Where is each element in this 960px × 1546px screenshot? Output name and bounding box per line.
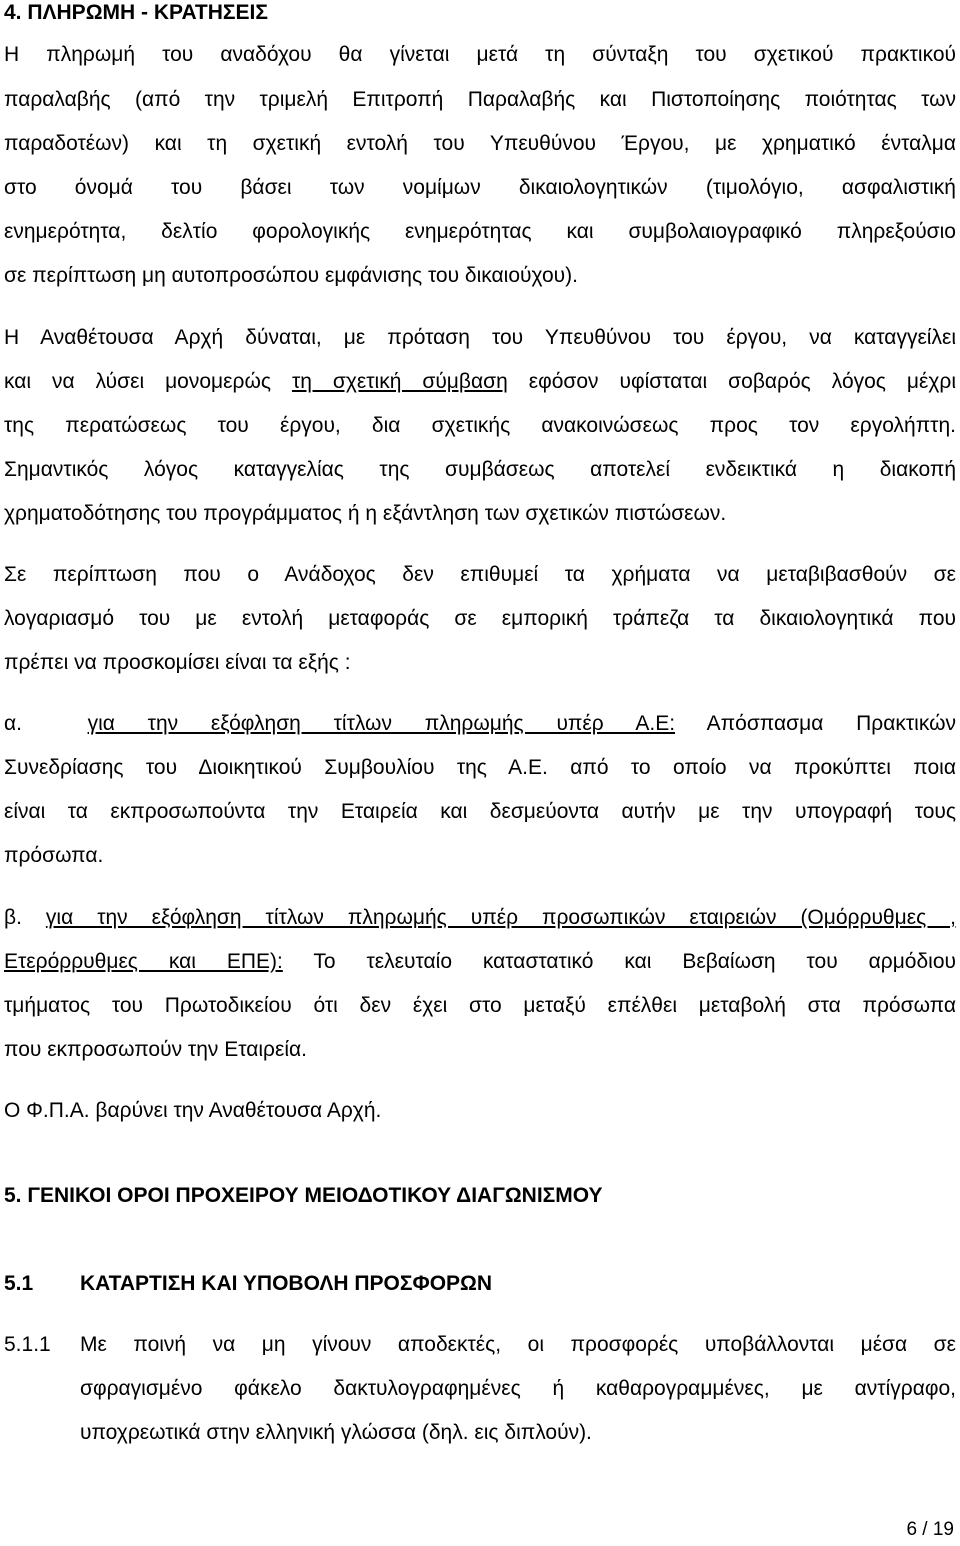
vat-line: Ο Φ.Π.Α. βαρύνει την Αναθέτουσα Αρχή. bbox=[4, 1099, 382, 1122]
item-a-line-3: είναι τα εκπροσωπούντα την Εταιρεία και δεσμεύοντα αυτήν με την υπογραφή τους bbox=[4, 800, 956, 823]
subsection-title: ΚΑΤΑΡΤΙΣΗ ΚΑΙ ΥΠΟΒΟΛΗ ΠΡΟΣΦΟΡΩΝ bbox=[80, 1272, 493, 1295]
p2-line-1: Η Αναθέτουσα Αρχή δύναται, με πρόταση του Υπευθύνου του έργου, να καταγγείλει bbox=[4, 326, 956, 349]
item-b-line-3: τμήματος του Πρωτοδικείου ότι δεν έχει στο μεταξύ επέλθει μεταβολή στα πρόσωπα bbox=[4, 994, 956, 1017]
p1-line-4: στο όνομά του βάσει των νομίμων δικαιολογητικών (τιμολόγιο, ασφαλιστική bbox=[4, 176, 956, 199]
p2-line-2: και να λύσει μονομερώς τη σχετική σύμβαση εφόσον υφίσταται σοβαρός λόγος μέχρι bbox=[4, 370, 956, 393]
item-b-underlined-1: για την εξόφληση τίτλων πληρωμής υπέρ προσωπικών εταιρειών (Ομόρρυθμες , bbox=[45, 906, 956, 929]
item-b-line-1: β. για την εξόφληση τίτλων πληρωμής υπέρ προσωπικών εταιρειών (Ομόρρυθμες , bbox=[4, 906, 956, 929]
item-a-line-4: πρόσωπα. bbox=[4, 844, 104, 867]
p1-line-1: Η πληρωμή του αναδόχου θα γίνεται μετά τη σύνταξη του σχετικού πρακτικού bbox=[4, 43, 956, 66]
contract-underlined-text: τη σχετική σύμβαση bbox=[291, 370, 508, 393]
item-line-1: Με ποινή να μη γίνουν αποδεκτές, οι προσφορές υποβάλλονται μέσα σε bbox=[80, 1333, 956, 1356]
section-4-heading: 4. ΠΛΗΡΩΜΗ - ΚΡΑΤΗΣΕΙΣ bbox=[4, 1, 268, 24]
page-number: 6 / 19 bbox=[906, 1519, 954, 1540]
subsection-number: 5.1 bbox=[4, 1272, 34, 1295]
p1-line-2: παραλαβής (από την τριμελή Επιτροπή Παραλαβής και Πιστοποίησης ποιότητας των bbox=[4, 88, 956, 111]
item-b-underlined-2: Ετερόρρυθμες και ΕΠΕ): bbox=[4, 950, 283, 973]
item-number: 5.1.1 bbox=[4, 1333, 51, 1356]
p3-line-2: λογαριασμό του με εντολή μεταφοράς σε εμπορική τράπεζα τα δικαιολογητικά που bbox=[4, 607, 956, 630]
p3-line-3: πρέπει να προσκομίσει είναι τα εξής : bbox=[4, 651, 351, 674]
item-a-line-2: Συνεδρίασης του Διοικητικού Συμβουλίου της Α.Ε. από το οποίο να προκύπτει ποια bbox=[4, 756, 956, 779]
section-5-heading: 5. ΓΕΝΙΚΟΙ ΟΡΟΙ ΠΡΟΧΕΙΡΟΥ ΜΕΙΟΔΟΤΙΚΟΥ ΔΙΑΓΩΝΙΣΜΟΥ bbox=[4, 1184, 603, 1207]
p3-line-1: Σε περίπτωση που ο Ανάδοχος δεν επιθυμεί τα χρήματα να μεταβιβασθούν σε bbox=[4, 563, 956, 586]
p2-line-3: της περατώσεως του έργου, δια σχετικής ανακοινώσεως προς τον εργολήπτη. bbox=[4, 414, 956, 437]
p1-line-6: σε περίπτωση μη αυτοπροσώπου εμφάνισης του δικαιούχου). bbox=[4, 264, 578, 287]
item-line-3: υποχρεωτικά στην ελληνική γλώσσα (δηλ. εις διπλούν). bbox=[80, 1421, 592, 1444]
p2-line-4: Σημαντικός λόγος καταγγελίας της συμβάσεως αποτελεί ενδεικτικά η διακοπή bbox=[4, 458, 956, 481]
p2-line-5: χρηματοδότησης του προγράμματος ή η εξάντληση των σχετικών πιστώσεων. bbox=[4, 502, 727, 525]
item-line-2: σφραγισμένο φάκελο δακτυλογραφημένες ή καθαρογραμμένες, με αντίγραφο, bbox=[80, 1377, 956, 1400]
item-b-line-4: που εκπροσωπούν την Εταιρεία. bbox=[4, 1038, 307, 1061]
item-a-underlined: για την εξόφληση τίτλων πληρωμής υπέρ Α.Ε: bbox=[87, 712, 676, 735]
item-a-line-1: α. για την εξόφληση τίτλων πληρωμής υπέρ Α.Ε: Απόσπασμα Πρακτικών bbox=[4, 712, 956, 735]
item-b-line-2: Ετερόρρυθμες και ΕΠΕ): Το τελευταίο καταστατικό και Βεβαίωση του αρμόδιου bbox=[4, 950, 957, 973]
p1-line-3: παραδοτέων) και τη σχετική εντολή του Υπευθύνου Έργου, με χρηματικό ένταλμα bbox=[4, 132, 956, 155]
p1-line-5: ενημερότητα, δελτίο φορολογικής ενημερότητας και συμβολαιογραφικό πληρεξούσιο bbox=[4, 220, 956, 243]
